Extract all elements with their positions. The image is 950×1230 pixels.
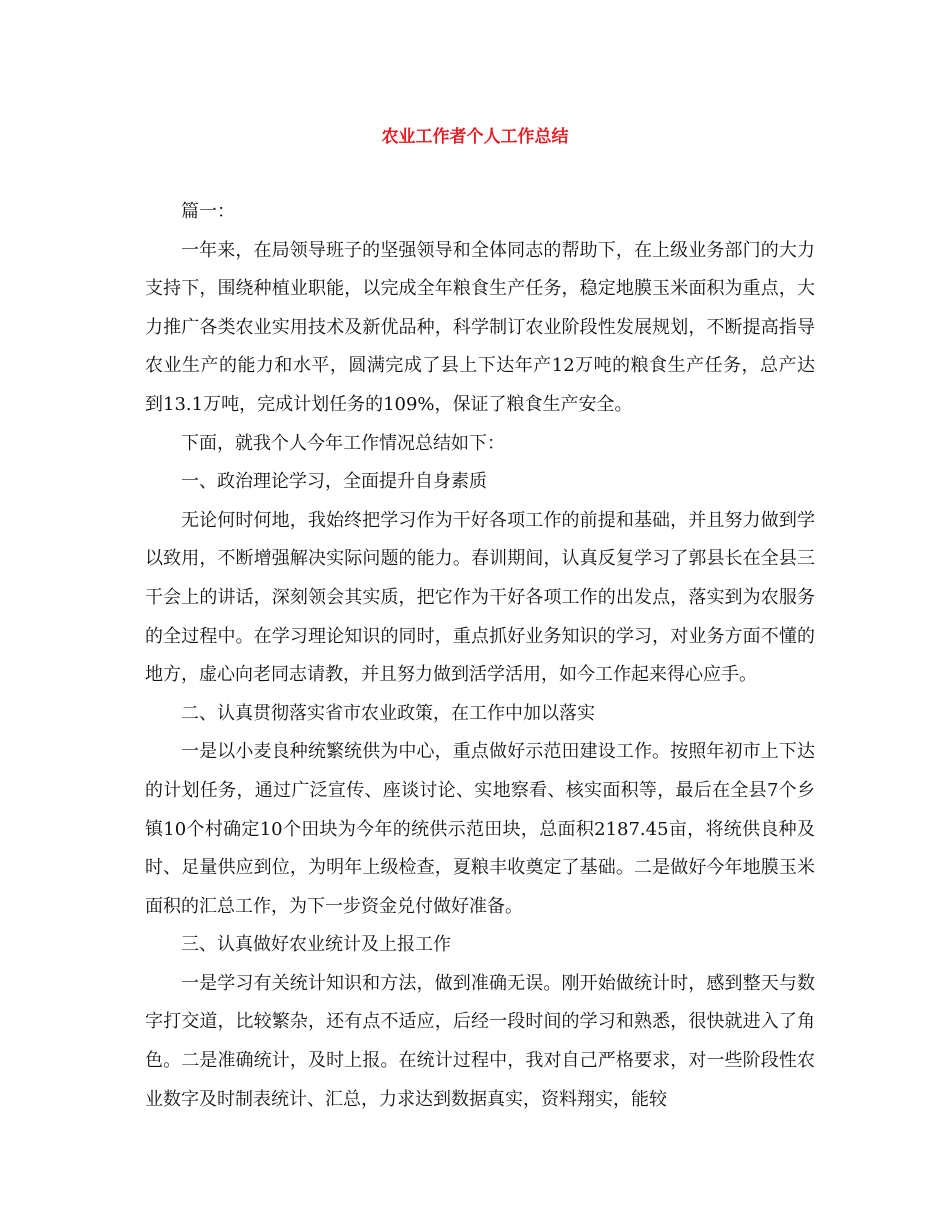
document-title: 农业工作者个人工作总结 (381, 127, 569, 147)
heading-section-1: 一、政治理论学习，全面提升自身素质 (181, 471, 487, 493)
paragraph-summary-lead: 下面，就我个人今年工作情况总结如下： (181, 432, 505, 454)
paragraph-section-2: 一是以小麦良种统繁统供为中心，重点做好示范田建设工作。按照年初市上下达的计划任务，通过广泛宣传、座谈讨论、实地察看、核实面积等，最后在全县7个乡镇10个村确定10个田块为今年的统供示范田块，总面积2187.45亩，将统供良种及时、足量供应到位，为明年上级检查，夏粮丰收奠定了基础。二是做好今年地膜玉米面积的汇总工作，为下一步资金兑付做好准备。 (145, 741, 815, 917)
paragraph-section-label: 篇一： (181, 201, 235, 222)
paragraph-intro: 一年来，在局领导班子的坚强领导和全体同志的帮助下，在上级业务部门的大力支持下，围绕种植业职能，以完成全年粮食生产任务，稳定地膜玉米面积为重点，大力推广各类农业实用技术及新优品种，科学制订农业阶段性发展规划，不断提高指导农业生产的能力和水平，圆满完成了县上下达年产12万吨的粮食生产任务，总产达到13.1万吨，完成计划任务的109%，保证了粮食生产安全。 (145, 239, 815, 415)
paragraph-section-1: 无论何时何地，我始终把学习作为干好各项工作的前提和基础，并且努力做到学以致用，不断增强解决实际问题的能力。春训期间，认真反复学习了郭县长在全县三干会上的讲话，深刻领会其实质，把它作为干好各项工作的出发点，落实到为农服务的全过程中。在学习理论知识的同时，重点抓好业务知识的学习，对业务方面不懂的地方，虚心向老同志请教，并且努力做到活学活用，如今工作起来得心应手。 (145, 509, 815, 686)
paragraph-section-3: 一是学习有关统计知识和方法，做到准确无误。刚开始做统计时，感到整天与数字打交道，比较繁杂，还有点不适应，后经一段时间的学习和熟悉，很快就进入了角色。二是准确统计，及时上报。在统计过程中，我对自己严格要求，对一些阶段性农业数字及时制表统计、汇总，力求达到数据真实，资料翔实，能较 (145, 972, 815, 1110)
document-body (145, 193, 815, 1119)
heading-section-3: 三、认真做好农业统计及上报工作 (181, 934, 451, 956)
heading-section-2: 二、认真贯彻落实省市农业政策，在工作中加以落实 (181, 702, 595, 724)
